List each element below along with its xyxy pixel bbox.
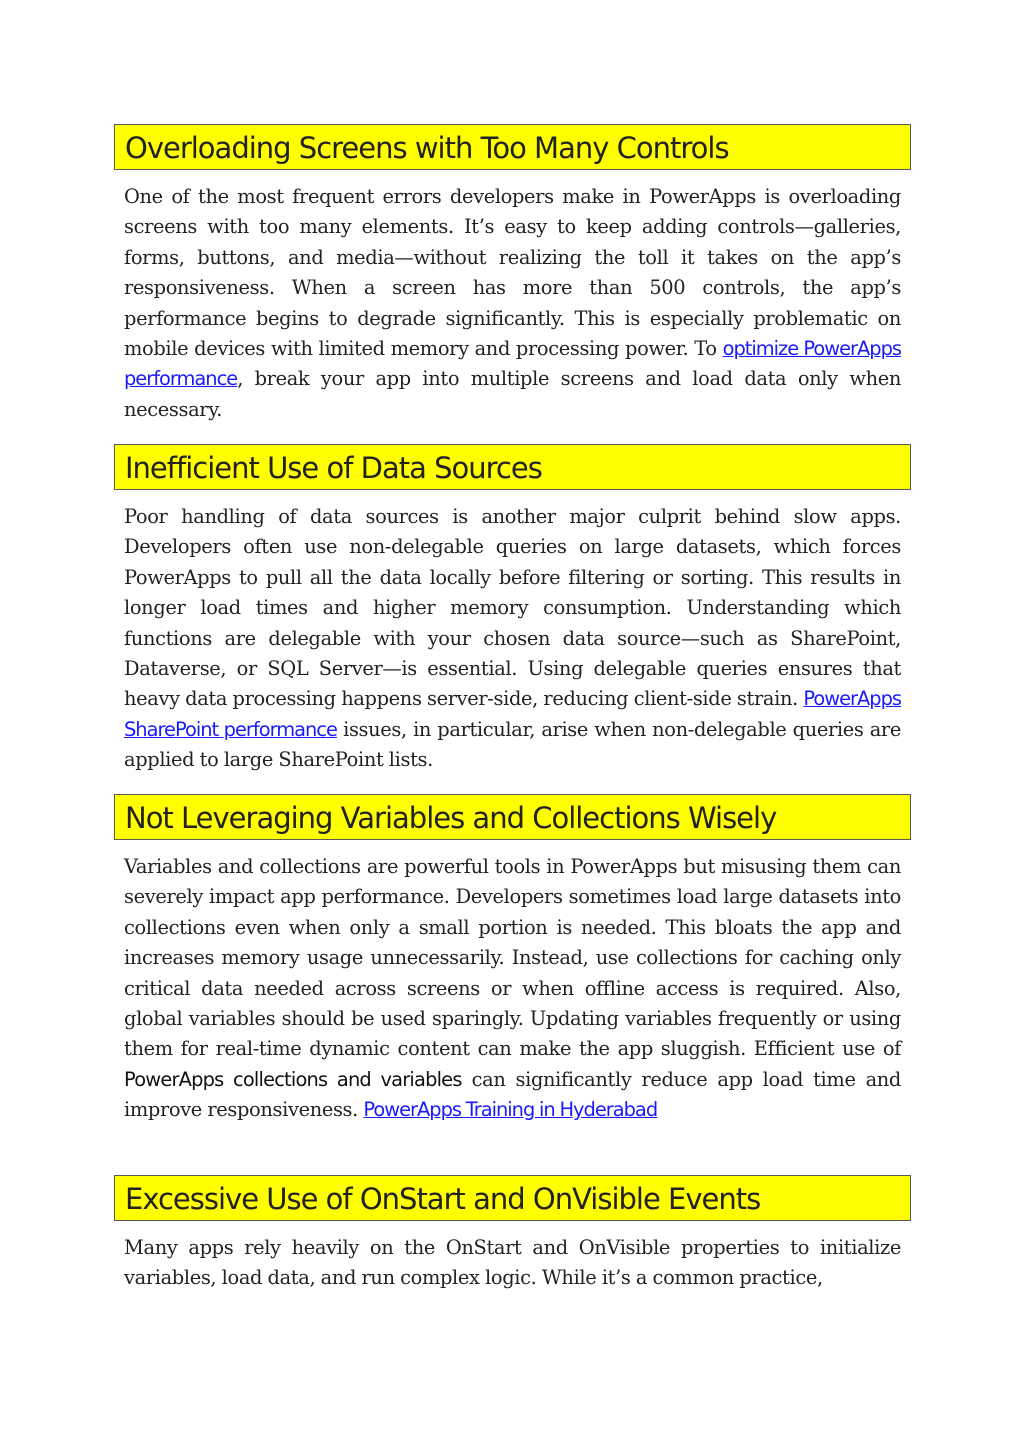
optimize-powerapps-performance-link[interactable]: optimize PowerApps performance	[124, 337, 901, 391]
section-paragraph	[114, 502, 911, 776]
section-paragraph: Many apps rely heavily on the OnStart and OnVisible properties to initialize variables, load data, and run complex logic. While it’s a common practice,	[124, 1236, 901, 1290]
section-heading: Overloading Screens with Too Many Controls	[114, 124, 911, 170]
section-variables-collections	[114, 794, 911, 1126]
paragraph-text: can significantly reduce app load time and improve responsiveness.	[124, 1067, 901, 1122]
section-heading: Not Leveraging Variables and Collections Wisely	[114, 794, 911, 840]
paragraph-text: Poor handling of data sources is another major culprit behind slow apps. Developers often use non-delegable queries on large datasets, which forces PowerApps to pull all the data locally before filtering or sorting. This results in longer load times and higher memory consumption. Understanding which functions are delegable with your chosen data source—such as SharePoint, Dataverse, or SQL Server—is essential. Using delegable queries ensures that heavy data processing happens server-side, reducing client-side strain.	[124, 505, 901, 711]
section-onstart-onvisible	[114, 1175, 911, 1294]
paragraph-text: One of the most frequent errors developers make in PowerApps is overloading screens with too many elements. It’s easy to keep adding controls—galleries, forms, buttons, and media—without realizing the toll it takes on the app’s responsiveness. When a screen has more than 500 controls, the app’s performance begins to degrade significantly. This is especially problematic on mobile devices with limited memory and processing power. To	[124, 185, 901, 361]
section-heading: Inefficient Use of Data Sources	[114, 444, 911, 490]
bold-phrase: PowerApps collections and variables	[124, 1067, 462, 1091]
section-heading: Excessive Use of OnStart and OnVisible Events	[114, 1175, 911, 1221]
paragraph-text: issues, in particular, arise when non-delegable queries are applied to large SharePoint lists.	[124, 717, 901, 772]
section-overloading-screens	[114, 124, 911, 425]
powerapps-sharepoint-performance-link[interactable]: PowerApps SharePoint performance	[124, 687, 901, 741]
paragraph-text: , break your app into multiple screens and load data only when necessary.	[124, 367, 901, 421]
powerapps-training-hyderabad-link[interactable]: PowerApps Training in Hyderabad	[363, 1098, 658, 1122]
section-paragraph	[114, 852, 911, 1126]
section-paragraph	[114, 182, 911, 425]
paragraph-text: Variables and collections are powerful tools in PowerApps but misusing them can severely impact app performance. Developers sometimes load large datasets into collections even when only a small portion is needed. This bloats the app and increases memory usage unnecessarily. Instead, use collections for caching only critical data needed across screens or when offline access is required. Also, global variables should be used sparingly. Updating variables frequently or using them for real-time dynamic content can make the app sluggish. Efficient use of	[124, 855, 901, 1061]
section-inefficient-data-sources	[114, 444, 911, 776]
